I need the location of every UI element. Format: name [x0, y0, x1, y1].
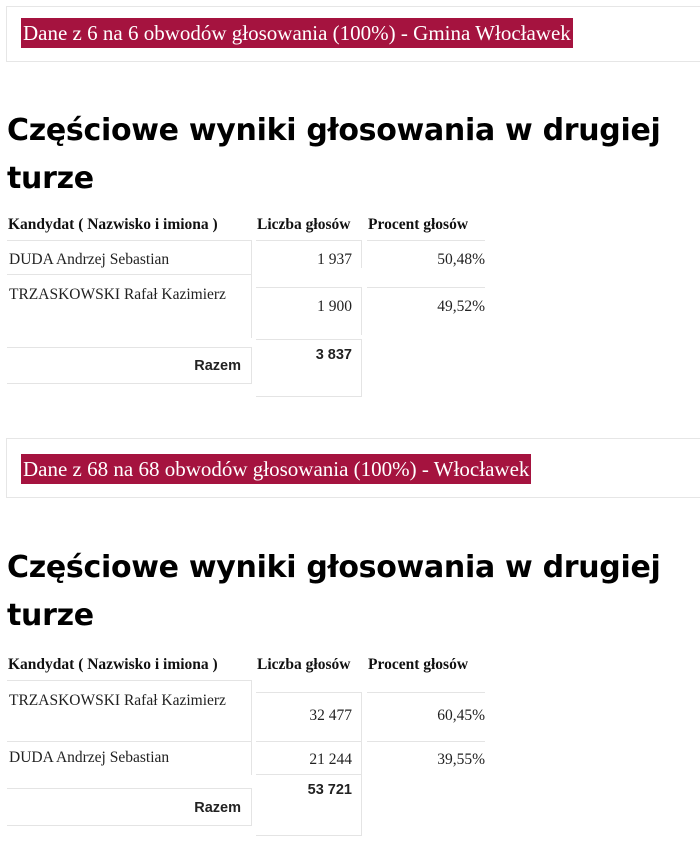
vote-count: 1 900 [256, 287, 362, 335]
section-heading: Częściowe wyniki głosowania w drugiej turze [7, 113, 661, 196]
column-header-candidate: Kandydat ( Nazwisko i imiona ) [8, 656, 218, 673]
section-heading: Częściowe wyniki głosowania w drugiej turze [7, 550, 661, 633]
results-panel-city [6, 438, 700, 498]
column-header-percent: Procent głosów [368, 656, 469, 673]
vote-percent: 50,48% [367, 240, 485, 268]
vote-count: 1 937 [256, 240, 362, 268]
total-label: Razem [7, 788, 252, 826]
total-votes: 53 721 [256, 774, 362, 836]
results-panel-gmina [6, 6, 700, 62]
column-header-percent: Procent głosów [368, 216, 469, 233]
candidate-name: TRZASKOWSKI Rafał Kazimierz [7, 680, 252, 742]
vote-percent: 60,45% [367, 692, 485, 742]
column-header-candidate: Kandydat ( Nazwisko i imiona ) [8, 216, 218, 233]
total-label: Razem [7, 347, 252, 384]
column-header-votes: Liczba głosów [257, 656, 351, 673]
total-votes: 3 837 [256, 339, 362, 397]
data-coverage-banner: Dane z 68 na 68 obwodów głosowania (100%) - Włocławek [21, 454, 531, 484]
candidate-name: DUDA Andrzej Sebastian [7, 240, 252, 275]
data-coverage-banner: Dane z 6 na 6 obwodów głosowania (100%) - Gmina Włocławek [21, 18, 573, 48]
column-header-votes: Liczba głosów [257, 216, 351, 233]
vote-count: 32 477 [256, 692, 362, 742]
vote-percent: 39,55% [367, 741, 485, 775]
results-table [7, 652, 497, 842]
vote-count: 21 244 [256, 741, 362, 775]
vote-percent: 49,52% [367, 287, 485, 335]
results-table [7, 212, 497, 402]
candidate-name: TRZASKOWSKI Rafał Kazimierz [7, 274, 252, 338]
candidate-name: DUDA Andrzej Sebastian [7, 741, 252, 775]
